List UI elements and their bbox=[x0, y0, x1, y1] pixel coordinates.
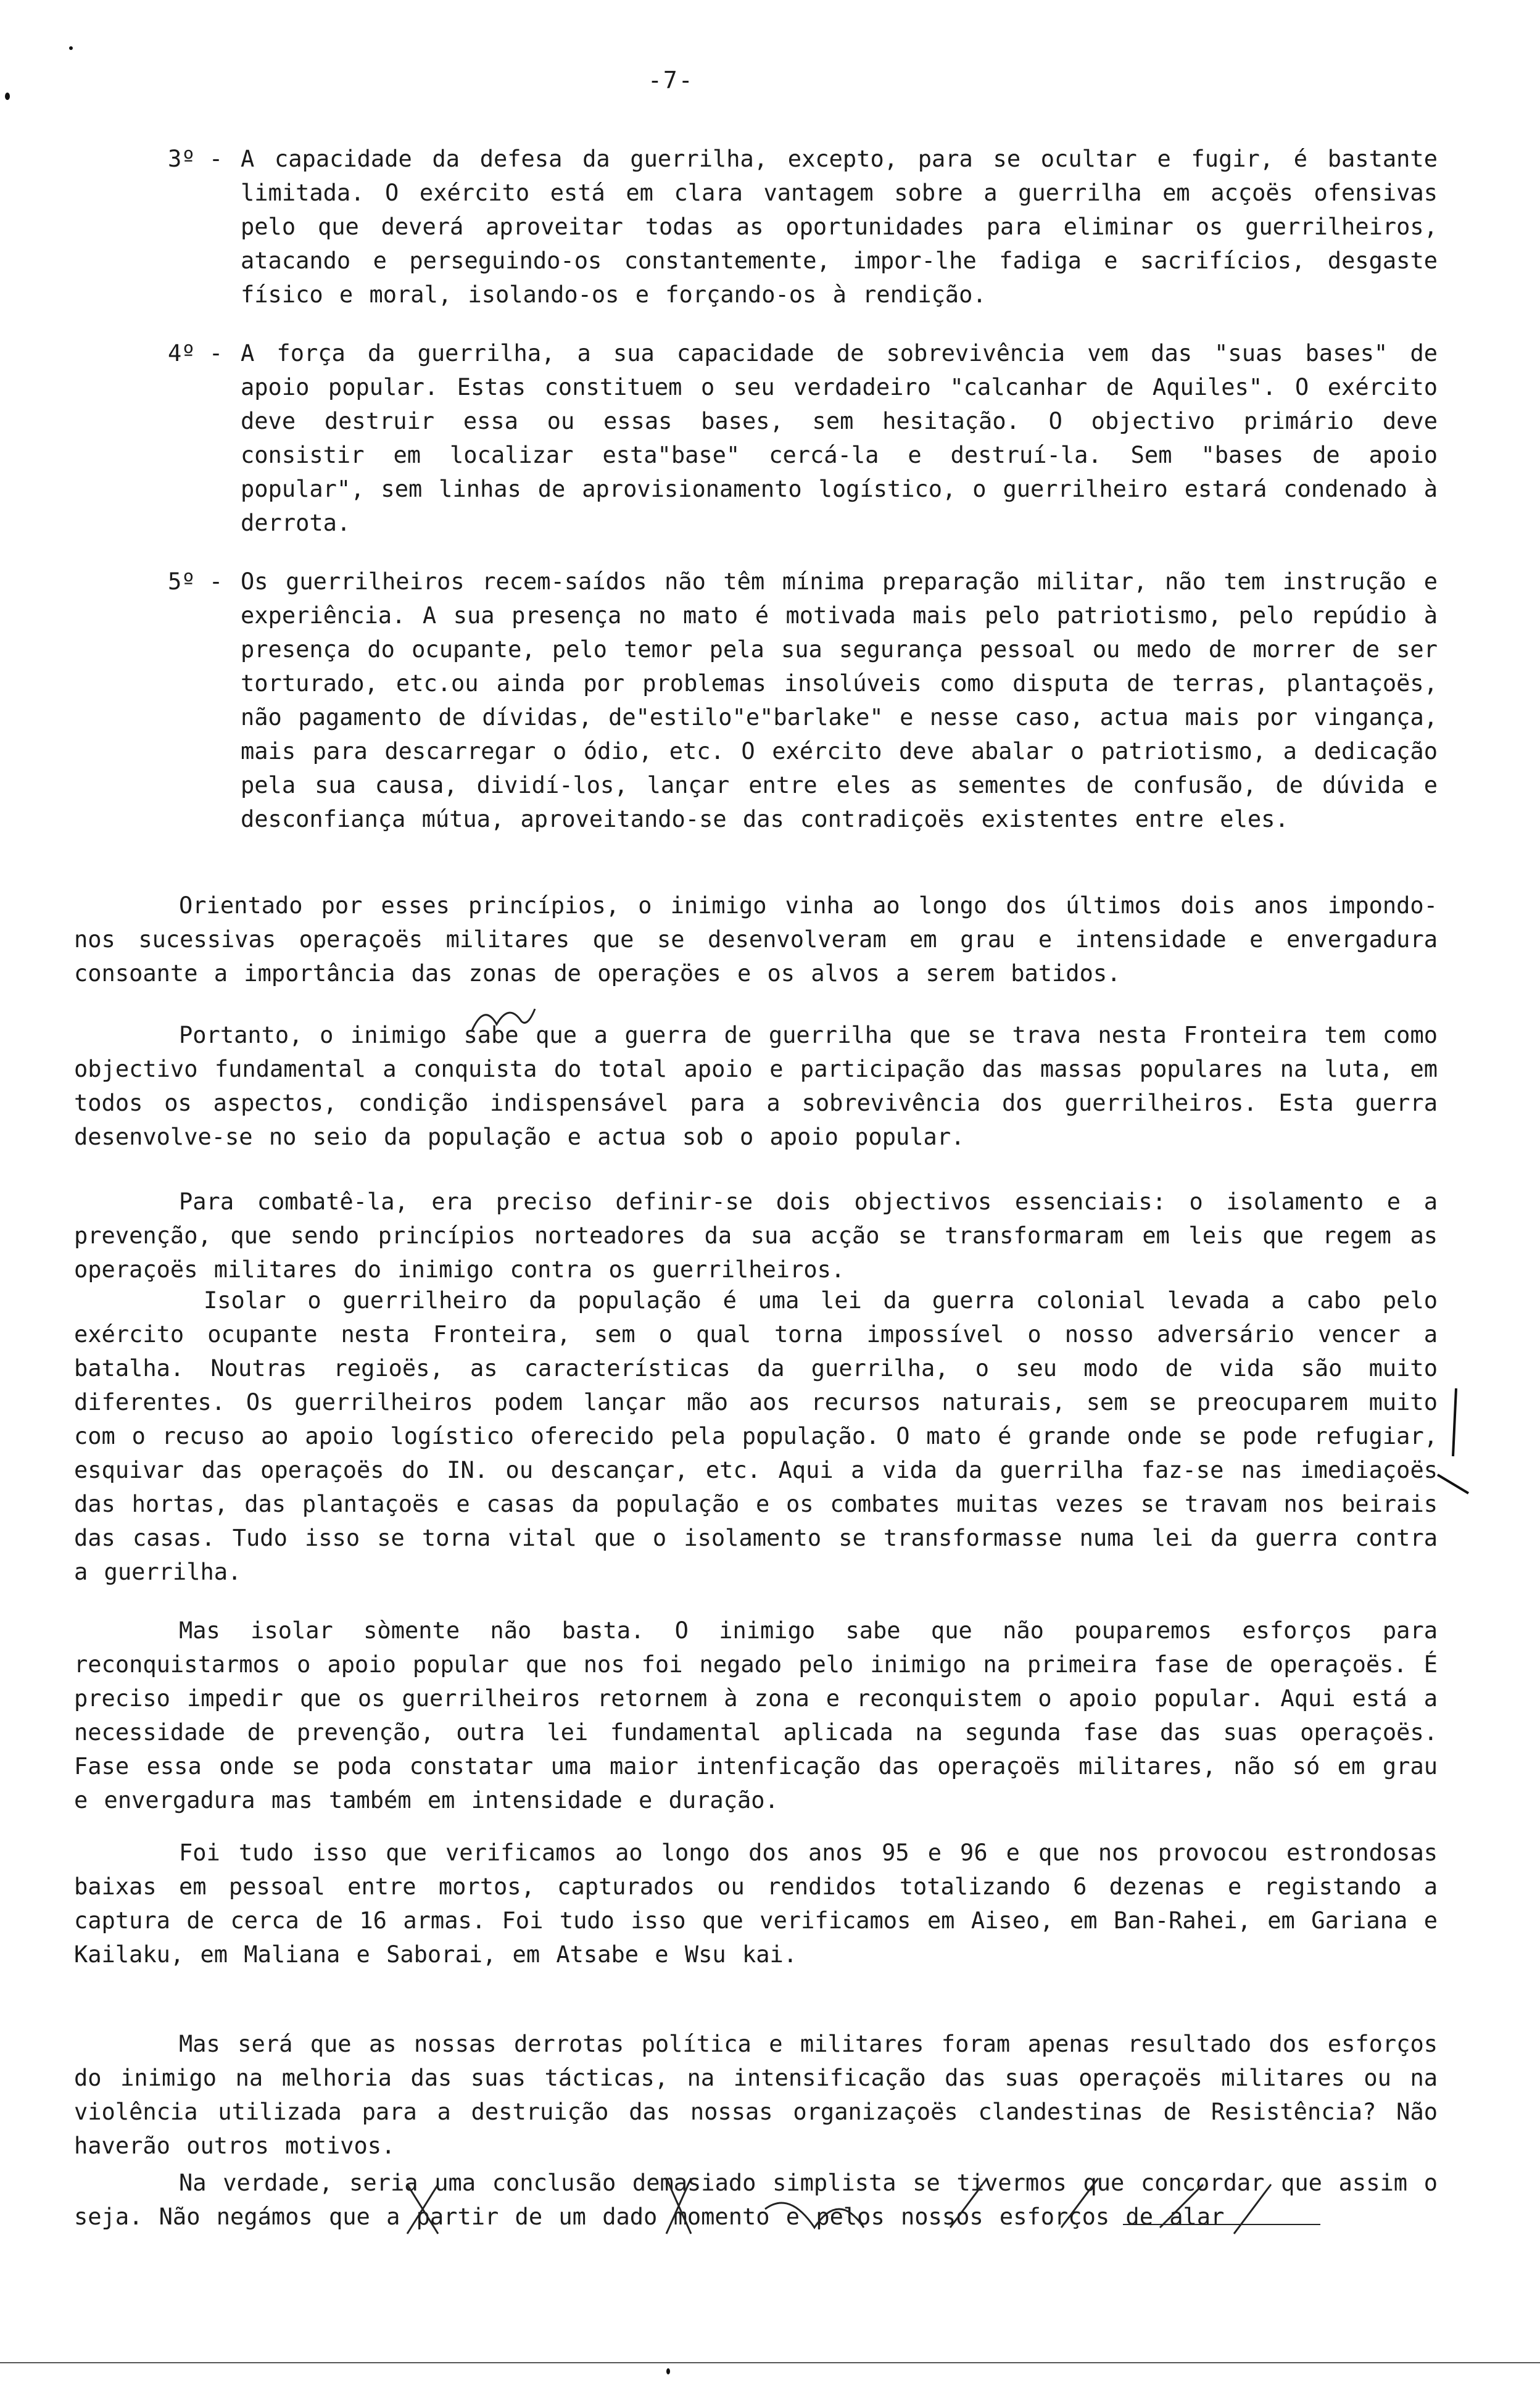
page-number: -7- bbox=[648, 67, 694, 94]
body-paragraph: Portanto, o inimigo sabe que a guerra de guerrilha que se trava nesta Fronteira tem como objectivo fundamental a conquista do total apoio e participação das massas populares na luta, em todos os aspectos, condição indispensável para a sobrevivência dos guerrilheiros. Esta guerra desenvolve-se no seio da população e actua sob o apoio popular. bbox=[74, 1022, 1438, 1150]
scan-edge-line bbox=[0, 2362, 1540, 2363]
point-text: A capacidade da defesa da guerrilha, excepto, para se ocultar e fugir, é bastante limitada. O exército está em clara vantagem sobre a guerrilha em acçoës ofensivas pelo que deverá aproveitar todas as oportunidades para eliminar os guerrilheiros, atacando e perseguindo-os constantemente, impor-lhe fadiga e sacrifícios, desgaste físico e moral, isolando-os e forçando-os à rendição. bbox=[241, 146, 1438, 308]
body-paragraph: Foi tudo isso que verificamos ao longo dos anos 95 e 96 e que nos provocou estrondosas baixas em pessoal entre mortos, capturados ou rendidos totalizando 6 dezenas e registando a captura de cerca de 16 armas. Foi tudo isso que verificamos em Aiseo, em Ban-Rahei, em Gariana e Kailaku, em Maliana e Saborai, em Atsabe e Wsu kai. bbox=[74, 1839, 1438, 1968]
body-paragraph: Para combatê-la, era preciso definir-se dois objectivos essenciais: o isolamento e a prevenção, que sendo princípios norteadores da sua acção se transformaram em leis que regem as operaçoës militares do inimigo contra os guerrilheiros. bbox=[74, 1188, 1438, 1283]
point-number: 5º - bbox=[168, 568, 223, 595]
body-paragraph: Isolar o guerrilheiro da população é uma lei da guerra colonial levada a cabo pelo exército ocupante nesta Fronteira, sem o qual torna impossível o nosso adversário vencer a batalha. Noutras regioës, as características da guerrilha, o seu modo de vida são muito diferentes. Os guerrilheiros podem lançar mão aos recursos naturais, sem se preocuparem muito com o recuso ao apoio logístico oferecido pela população. O mato é grande onde se pode refugiar, esquivar das operaçoës do IN. ou descançar, etc. Aqui a vida da guerrilha faz-se nas imediaçoës das hortas, das plantaçoës e casas da população e os combates muitas vezes se travam nos beirais das casas. Tudo isso se torna vital que o isolamento se transformasse numa lei da guerra contra a guerrilha. bbox=[74, 1287, 1438, 1585]
body-paragraph: Mas será que as nossas derrotas política e militares foram apenas resultado dos esforços do inimigo na melhoria das suas tácticas, na intensificação das suas operaçoës militares ou na violência utilizada para a destruição das nossas organizaçoës clandestinas de Resistência? Não haverão outros motivos. bbox=[74, 2031, 1438, 2159]
body-paragraph: Mas isolar sòmente não basta. O inimigo sabe que não pouparemos esforços para reconquistarmos o apoio popular que nos foi negado pelo inimigo na primeira fase de operaçoës. É preciso impedir que os guerrilheiros retornem à zona e reconquistem o apoio popular. Aqui está a necessidade de prevenção, outra lei fundamental aplicada na segunda fase das suas operaçoës. Fase essa onde se poda constatar uma maior intenficação das operaçoës militares, não só em grau e envergadura mas também em intensidade e duração. bbox=[74, 1617, 1438, 1814]
margin-scribble bbox=[1419, 1382, 1493, 1506]
scan-speck bbox=[666, 2368, 670, 2374]
point-number: 4º - bbox=[168, 340, 223, 367]
point-text: Os guerrilheiros recem-saídos não têm mínima preparação militar, não tem instrução e experiência. A sua presença no mato é motivada mais pelo patriotismo, pelo repúdio à presença do ocupante, pelo temor pela sua segurança pessoal ou medo de morrer de ser torturado, etc.ou ainda por problemas insolúveis como disputa de terras, plantaçoës, não pagamento de dívidas, de"estilo"e"barlake" e nesse caso, actua mais por vingança, mais para descarregar o ódio, etc. O exército deve abalar o patriotismo, a dedicação pela sua causa, dividí-los, lançar entre eles as sementes de confusão, de dúvida e desconfiança mútua, aproveitando-se das contradiçoës existentes entre eles. bbox=[241, 568, 1438, 832]
scan-speck bbox=[5, 93, 10, 100]
point-text: A força da guerrilha, a sua capacidade de sobrevivência vem das "suas bases" de apoio popular. Estas constituem o seu verdadeiro "calcanhar de Aquiles". O exército deve destruir essa ou essas bases, sem hesitação. O objectivo primário deve consistir em localizar esta"base" cercá-la e destruí-la. Sem "bases de apoio popular", sem linhas de aprovisionamento logístico, o guerrilheiro estará condenado à derrota. bbox=[241, 340, 1438, 536]
body-paragraph: Na verdade, seria uma conclusão demasiado simplista se tivermos que concordar que assim o seja. Não negámos que a partir de um dado momento e pelos nossos esforços de alar bbox=[74, 2170, 1438, 2230]
point-number: 3º - bbox=[168, 146, 223, 172]
handwritten-insertion bbox=[466, 997, 540, 1040]
handwritten-strikeout bbox=[395, 2166, 1444, 2252]
scan-speck bbox=[69, 46, 73, 50]
body-paragraph: Orientado por esses princípios, o inimigo vinha ao longo dos últimos dois anos impondo-nos sucessivas operaçoës militares que se desenvolveram em grau e intensidade e envergadura consoante a importância das zonas de operaçöes e os alvos a serem batidos. bbox=[74, 892, 1438, 987]
